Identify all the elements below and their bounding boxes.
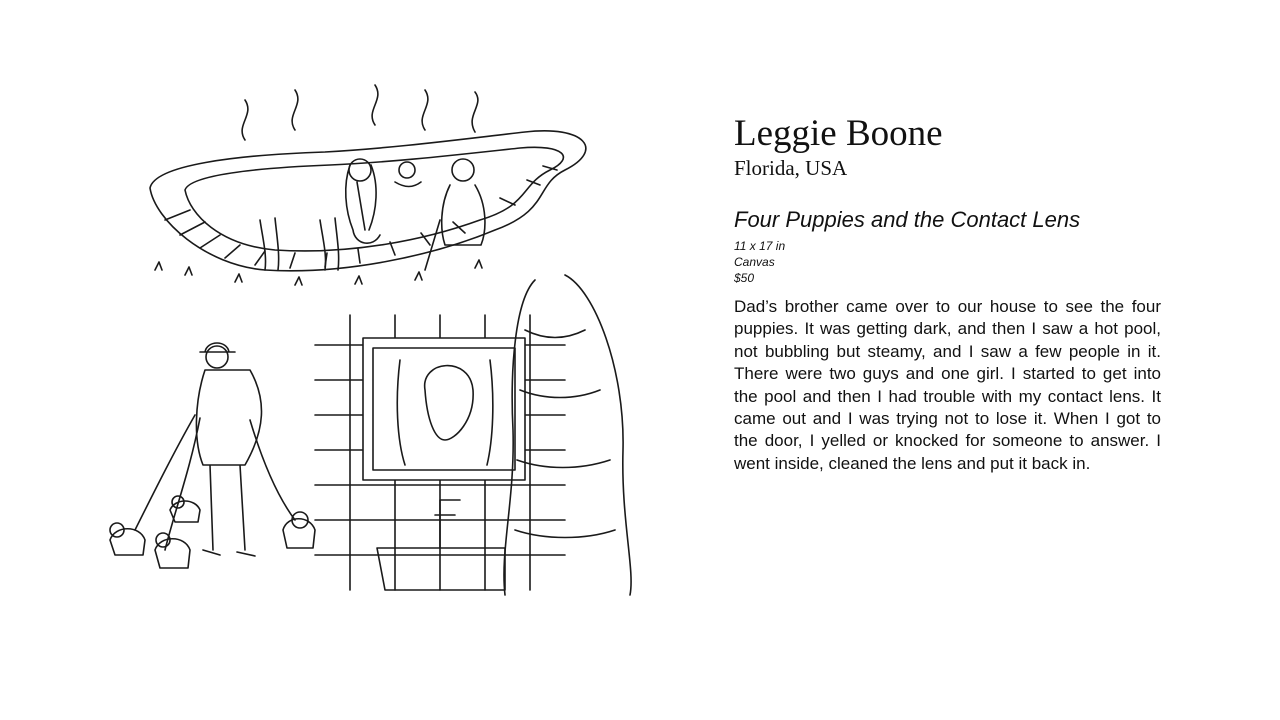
pool-ladder-right [320, 218, 339, 270]
artwork-title: Four Puppies and the Contact Lens [734, 207, 1081, 232]
artwork-size: 11 x 17 in [734, 239, 786, 253]
walker-body [196, 370, 261, 556]
artwork-medium: Canvas [734, 255, 775, 269]
pool-inner-edge [185, 147, 563, 251]
artist-name: Leggie Boone [734, 113, 943, 154]
swimmer-boy [395, 162, 421, 187]
artwork-illustration [95, 70, 665, 630]
walker-head [206, 346, 228, 368]
mirror-frame [363, 338, 525, 480]
swimmer-man [425, 159, 485, 270]
walker-hat [200, 343, 235, 352]
pool-outer-edge [150, 131, 586, 271]
steam-wisps [242, 85, 478, 140]
dog-walker-scene [110, 343, 315, 568]
swimmer-girl [346, 159, 380, 243]
artwork-price: $50 [734, 271, 755, 285]
artwork-info-panel [734, 112, 1161, 475]
dog-4 [283, 512, 315, 548]
grass-tufts [155, 260, 482, 285]
pool-scene [150, 85, 586, 285]
pool-ladder-left [260, 218, 279, 270]
bathroom-scene [315, 275, 631, 595]
dog-leashes [135, 415, 295, 550]
artist-location: Florida, USA [734, 156, 848, 180]
artwork-description: Dad’s brother came over to our house to see the four puppies. It was getting dark, and then I saw a hot pool, not bubbling but steamy, and I saw a few people in it. There were two guys and one girl. I started to get into the pool and then I had trouble with my contact lens. It came out and I was trying not to lose it. When I got to the door, I yelled or knocked for someone to answer. I went inside, cleaned the lens and put it back in. [734, 297, 1161, 473]
dog-1 [110, 523, 145, 555]
dog-2 [155, 533, 190, 568]
